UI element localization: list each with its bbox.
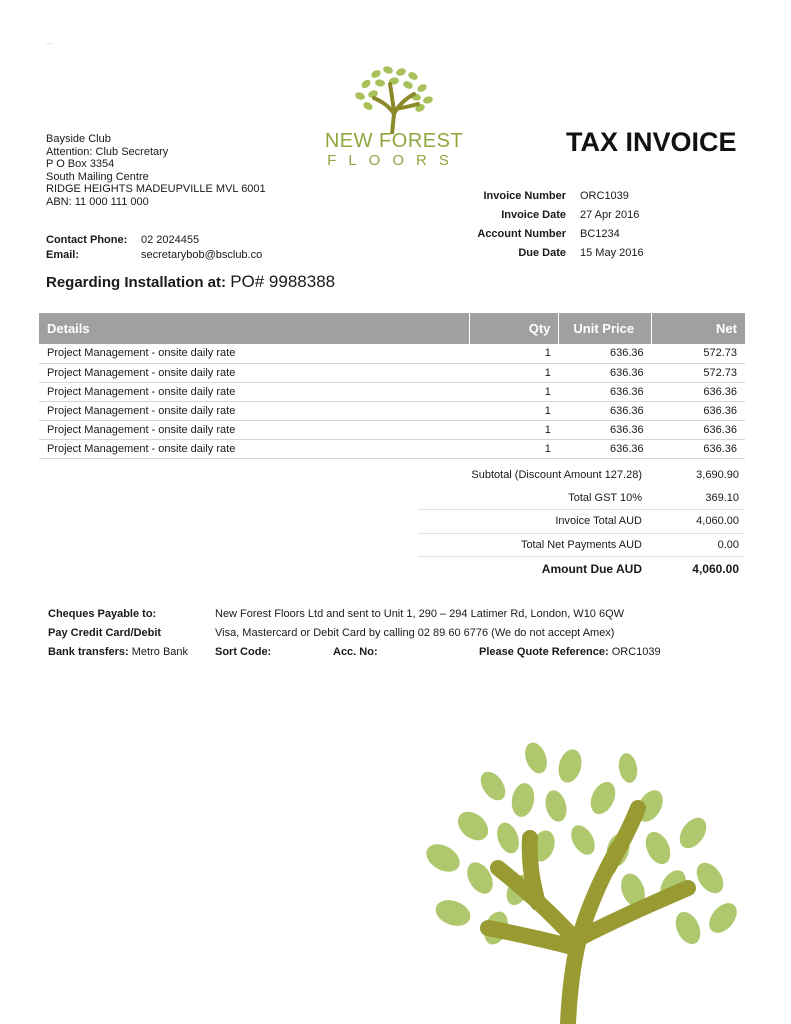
cell-details: Project Management - onsite daily rate <box>39 344 469 363</box>
meta-label: Invoice Number <box>483 189 566 202</box>
decorative-tree-icon <box>418 738 758 1024</box>
payment-row <box>48 642 661 661</box>
address-line: P O Box 3354 <box>46 158 115 170</box>
cell-details: Project Management - onsite daily rate <box>39 363 469 382</box>
card-label: Pay Credit Card/Debit <box>48 626 162 639</box>
invoice-total-label: Invoice Total AUD <box>555 515 642 528</box>
table-header-row <box>39 313 745 344</box>
bank-transfer-cell <box>48 646 215 658</box>
cell-net: 572.73 <box>652 344 745 363</box>
cell-net: 572.73 <box>652 363 745 382</box>
meta-value: ORC1039 <box>580 189 629 202</box>
bank-label: Bank transfers: <box>48 645 129 658</box>
cell-details: Project Management - onsite daily rate <box>39 382 469 401</box>
table-row <box>39 382 745 401</box>
cell-qty: 1 <box>469 344 559 363</box>
net-payments-row <box>418 534 745 558</box>
logo-text-line1: NEW FOREST <box>324 130 464 152</box>
cell-net: 636.36 <box>652 420 745 439</box>
header-qty: Qty <box>469 313 559 344</box>
address-line: RIDGE HEIGHTS MADEUPVILLE MVL 6001 <box>46 183 266 195</box>
payment-row <box>48 604 661 623</box>
cell-unit-price: 636.36 <box>559 344 652 363</box>
card-value: Visa, Mastercard or Debit Card by calling 02 89 60 6776 (We do not accept Amex) <box>215 626 615 639</box>
phone-value: 02 2024455 <box>141 234 200 246</box>
meta-label: Invoice Date <box>501 208 566 221</box>
cell-qty: 1 <box>469 363 559 382</box>
payment-info <box>48 604 661 661</box>
line-items-table <box>39 313 745 459</box>
cell-unit-price: 636.36 <box>559 420 652 439</box>
cell-details: Project Management - onsite daily rate <box>39 420 469 439</box>
subtotal-label: Subtotal (Discount Amount 127.28) <box>471 468 642 481</box>
cell-unit-price: 636.36 <box>559 363 652 382</box>
address-line: Bayside Club <box>46 133 111 145</box>
cell-net: 636.36 <box>652 382 745 401</box>
cell-qty: 1 <box>469 382 559 401</box>
address-line: ABN: 11 000 111 000 <box>46 195 149 208</box>
meta-label: Account Number <box>477 227 566 240</box>
reference-value: ORC1039 <box>611 645 661 658</box>
invoice-total-row <box>418 510 745 534</box>
email-label: Email: <box>46 249 80 261</box>
gst-row <box>418 487 745 511</box>
table-row <box>39 401 745 420</box>
billing-address <box>46 133 266 208</box>
net-payments-value: 0.00 <box>717 538 739 551</box>
subtotal-row <box>418 463 745 487</box>
cell-unit-price: 636.36 <box>559 382 652 401</box>
address-line: South Mailing Centre <box>46 170 149 183</box>
header-unit-price: Unit Price <box>559 313 652 344</box>
po-number: PO# 9988388 <box>230 272 336 291</box>
tree-logo-icon <box>318 64 470 134</box>
cell-qty: 1 <box>469 420 559 439</box>
amount-due-row <box>418 557 745 581</box>
gst-value: 369.10 <box>705 491 739 504</box>
cell-unit-price: 636.36 <box>559 401 652 420</box>
table-row <box>39 420 745 439</box>
invoice-meta <box>470 186 690 262</box>
meta-label: Due Date <box>518 246 566 259</box>
cell-qty: 1 <box>469 439 559 458</box>
phone-label: Contact Phone: <box>46 234 128 246</box>
subtotal-value: 3,690.90 <box>696 468 739 481</box>
sort-code-label: Sort Code: <box>215 645 272 658</box>
company-logo <box>318 64 470 176</box>
cell-details: Project Management - onsite daily rate <box>39 401 469 420</box>
table-row <box>39 344 745 363</box>
cell-unit-price: 636.36 <box>559 439 652 458</box>
gst-label: Total GST 10% <box>568 491 642 504</box>
net-payments-label: Total Net Payments AUD <box>520 538 642 551</box>
amount-due-label: Amount Due AUD <box>541 561 642 576</box>
meta-row <box>470 224 690 243</box>
invoice-total-value: 4,060.00 <box>696 515 739 528</box>
cell-qty: 1 <box>469 401 559 420</box>
header-details: Details <box>39 313 469 344</box>
logo-text-line2: FLOORS <box>327 152 461 169</box>
cell-net: 636.36 <box>652 401 745 420</box>
header-net: Net <box>652 313 745 344</box>
meta-row <box>470 205 690 224</box>
regarding-label: Regarding Installation at: <box>46 274 227 291</box>
table-row <box>39 439 745 458</box>
top-mark: … <box>46 40 52 46</box>
contact-block <box>46 233 262 263</box>
cheques-value: New Forest Floors Ltd and sent to Unit 1, 290 – 294 Latimer Rd, London, W10 6QW <box>215 607 625 620</box>
bank-name: Metro Bank <box>131 645 189 658</box>
invoice-title: TAX INVOICE <box>566 127 737 157</box>
cheques-label: Cheques Payable to: <box>48 607 157 620</box>
meta-row <box>470 243 690 262</box>
regarding-heading <box>46 272 335 292</box>
cell-net: 636.36 <box>652 439 745 458</box>
address-line: Attention: Club Secretary <box>46 145 169 158</box>
meta-value: BC1234 <box>580 227 620 240</box>
meta-value: 27 Apr 2016 <box>580 208 640 221</box>
amount-due-value: 4,060.00 <box>692 561 739 576</box>
email-value: secretarybob@bsclub.co <box>141 249 263 261</box>
table-row <box>39 363 745 382</box>
meta-row <box>470 186 690 205</box>
totals-block <box>418 463 745 581</box>
acc-no-label: Acc. No: <box>333 645 378 658</box>
cell-details: Project Management - onsite daily rate <box>39 439 469 458</box>
payment-row <box>48 623 661 642</box>
reference-label: Please Quote Reference: <box>479 645 609 658</box>
meta-value: 15 May 2016 <box>580 246 644 259</box>
